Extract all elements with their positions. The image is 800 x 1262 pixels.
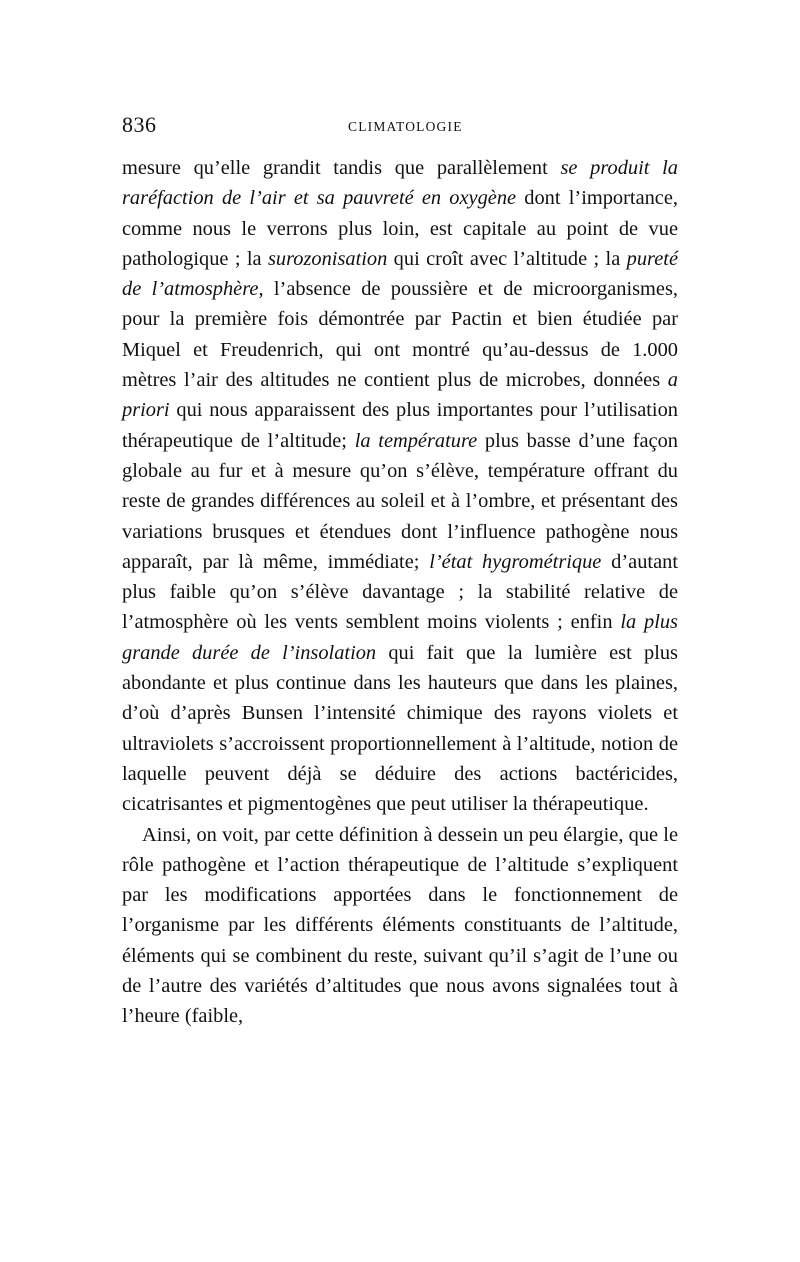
running-title: CLIMATOLOGIE [348,119,463,134]
book-page [122,112,678,1032]
page-number: 836 [122,112,157,137]
text-segment: , l’absence de poussière et de microorganismes, pour la première fois démontrée par Pactin et bien étudiée par Miquel et Freudenrich, qui ont montré qu’au-dessus de 1.000 mètres l’air des altitudes ne contient plus de microbes, données [122,278,678,392]
italic-segment: surozonisation [267,247,388,270]
body-text [122,153,678,1032]
text-segment: d’autant plus faible qu’on s’élève davantage ; la stabilité relative de l’atmosphère où les vents semblent moins violents ; enfin [122,550,678,634]
text-segment: mesure qu’elle grandit tandis que parallèlement [122,157,561,179]
text-segment: plus basse d’une façon globale au fur et à mesure qu’on s’élève, température offrant du reste de grandes différences au soleil et à l’ombre, et présentant des variations brusques et étendues dont l’influence pathogène nous apparaît, par là même, immédiate; [122,429,678,573]
text-segment: dont l’importance, comme nous le verrons plus loin, est capitale au point de vue pathologique ; la [122,187,679,270]
text-segment: Ainsi, on voit, par cette définition à dessein un peu élargie, que le rôle pathogène et l’action thérapeutique de l’altitude s’expliquent par les modifications apportées dans le fonctionnement de l’organisme par les différents éléments constituants de l’altitude, éléments qui se combinent du reste, suivant qu’il s’agit de l’une ou de l’autre des variétés d’altitudes que nous avons signalées tout à l’heure (faible, [122,823,678,1028]
italic-segment: l’état hygrométrique [429,550,602,573]
italic-segment: pureté de l’atmosphère [122,247,678,301]
text-segment: qui fait que la lumière est plus abondante et plus continue dans les hauteurs que dans les plaines, d’où d’après Bunsen l’intensité chimique des rayons violets et ultraviolets s’accroissent proportionnellement à l’altitude, notion de laquelle peuvent déjà se déduire des actions bactéricides, cicatrisantes et pigmentogènes que peut utiliser la thérapeutique. [122,641,678,816]
italic-segment: a priori [122,369,678,422]
text-segment: qui croît avec l’altitude ; la [387,247,627,270]
italic-segment: se produit la raréfaction de l’air et sa pauvreté en oxygène [122,157,678,210]
paragraph-2 [122,820,678,1032]
italic-segment: la plus grande durée de l’insolation [122,611,678,664]
running-head [122,112,678,142]
text-segment: qui nous apparaissent des plus importantes pour l’utilisation thérapeutique de l’altitude; [122,399,678,452]
paragraph-1 [122,153,678,820]
italic-segment: la température [354,429,478,452]
